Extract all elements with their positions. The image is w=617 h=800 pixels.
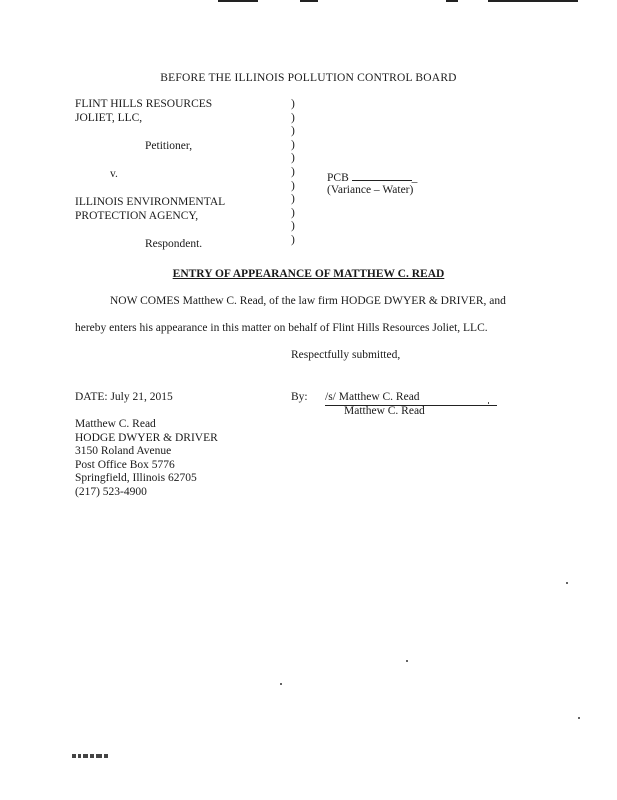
scan-speck xyxy=(488,402,489,404)
footer-doc-code xyxy=(72,752,110,763)
signature-block xyxy=(325,391,497,406)
caption-paren: ) xyxy=(291,233,295,246)
respondent-name-line-1: ILLINOIS ENVIRONMENTAL xyxy=(75,196,226,208)
caption-parenthesis-column xyxy=(291,98,295,248)
date-line: DATE: July 21, 2015 xyxy=(75,391,173,403)
respondent-role: Respondent. xyxy=(145,238,203,250)
respondent-name-line-2: PROTECTION AGENCY, xyxy=(75,210,199,222)
case-caption-parties xyxy=(75,98,225,252)
signature: /s/ Matthew C. Read xyxy=(325,391,497,406)
caption-paren: ) xyxy=(291,138,295,151)
document-title: ENTRY OF APPEARANCE OF MATTHEW C. READ xyxy=(172,268,445,280)
caption-paren: ) xyxy=(291,220,295,233)
paragraph-line-2: hereby enters his appearance in this matter on behalf of Flint Hills Resources Joliet, LLC. xyxy=(75,322,488,334)
scan-speck xyxy=(578,717,580,719)
address-line: Post Office Box 5776 xyxy=(75,458,175,471)
address-line: Springfield, Illinois 62705 xyxy=(75,472,197,484)
petitioner-name-line-2: JOLIET, LLC, xyxy=(75,112,143,124)
caption-paren: ) xyxy=(291,165,295,178)
paragraph-line-1: NOW COMES Matthew C. Read, of the law firm HODGE DWYER & DRIVER, and xyxy=(110,295,506,307)
versus-label: v. xyxy=(110,168,118,180)
caption-paren: ) xyxy=(291,206,295,219)
by-label: By: xyxy=(291,391,308,403)
signer-name: Matthew C. Read xyxy=(344,405,425,417)
petitioner-role: Petitioner, xyxy=(145,140,193,152)
petitioner-name-line-1: FLINT HILLS RESOURCES xyxy=(75,98,213,110)
caption-paren: ) xyxy=(291,152,295,165)
caption-paren: ) xyxy=(291,98,295,110)
scan-edge-artifact xyxy=(0,0,617,4)
caption-paren: ) xyxy=(291,193,295,206)
scan-speck xyxy=(566,582,568,584)
address-line: (217) 523-4900 xyxy=(75,485,147,498)
case-label: PCB xyxy=(327,172,349,184)
caption-paren: ) xyxy=(291,125,295,138)
address-line: HODGE DWYER & DRIVER xyxy=(75,431,218,444)
caption-paren: ) xyxy=(291,179,295,192)
scan-speck xyxy=(406,660,408,662)
attorney-address xyxy=(75,418,218,499)
address-line: 3150 Roland Avenue xyxy=(75,445,172,457)
case-type: (Variance – Water) xyxy=(327,184,414,196)
scan-speck xyxy=(280,683,282,685)
address-line: Matthew C. Read xyxy=(75,418,156,430)
case-number-blank xyxy=(352,170,412,181)
caption-paren: ) xyxy=(291,111,295,124)
court-header: BEFORE THE ILLINOIS POLLUTION CONTROL BOARD xyxy=(160,72,457,84)
closing: Respectfully submitted, xyxy=(291,349,401,361)
case-suffix: _ xyxy=(411,172,418,184)
